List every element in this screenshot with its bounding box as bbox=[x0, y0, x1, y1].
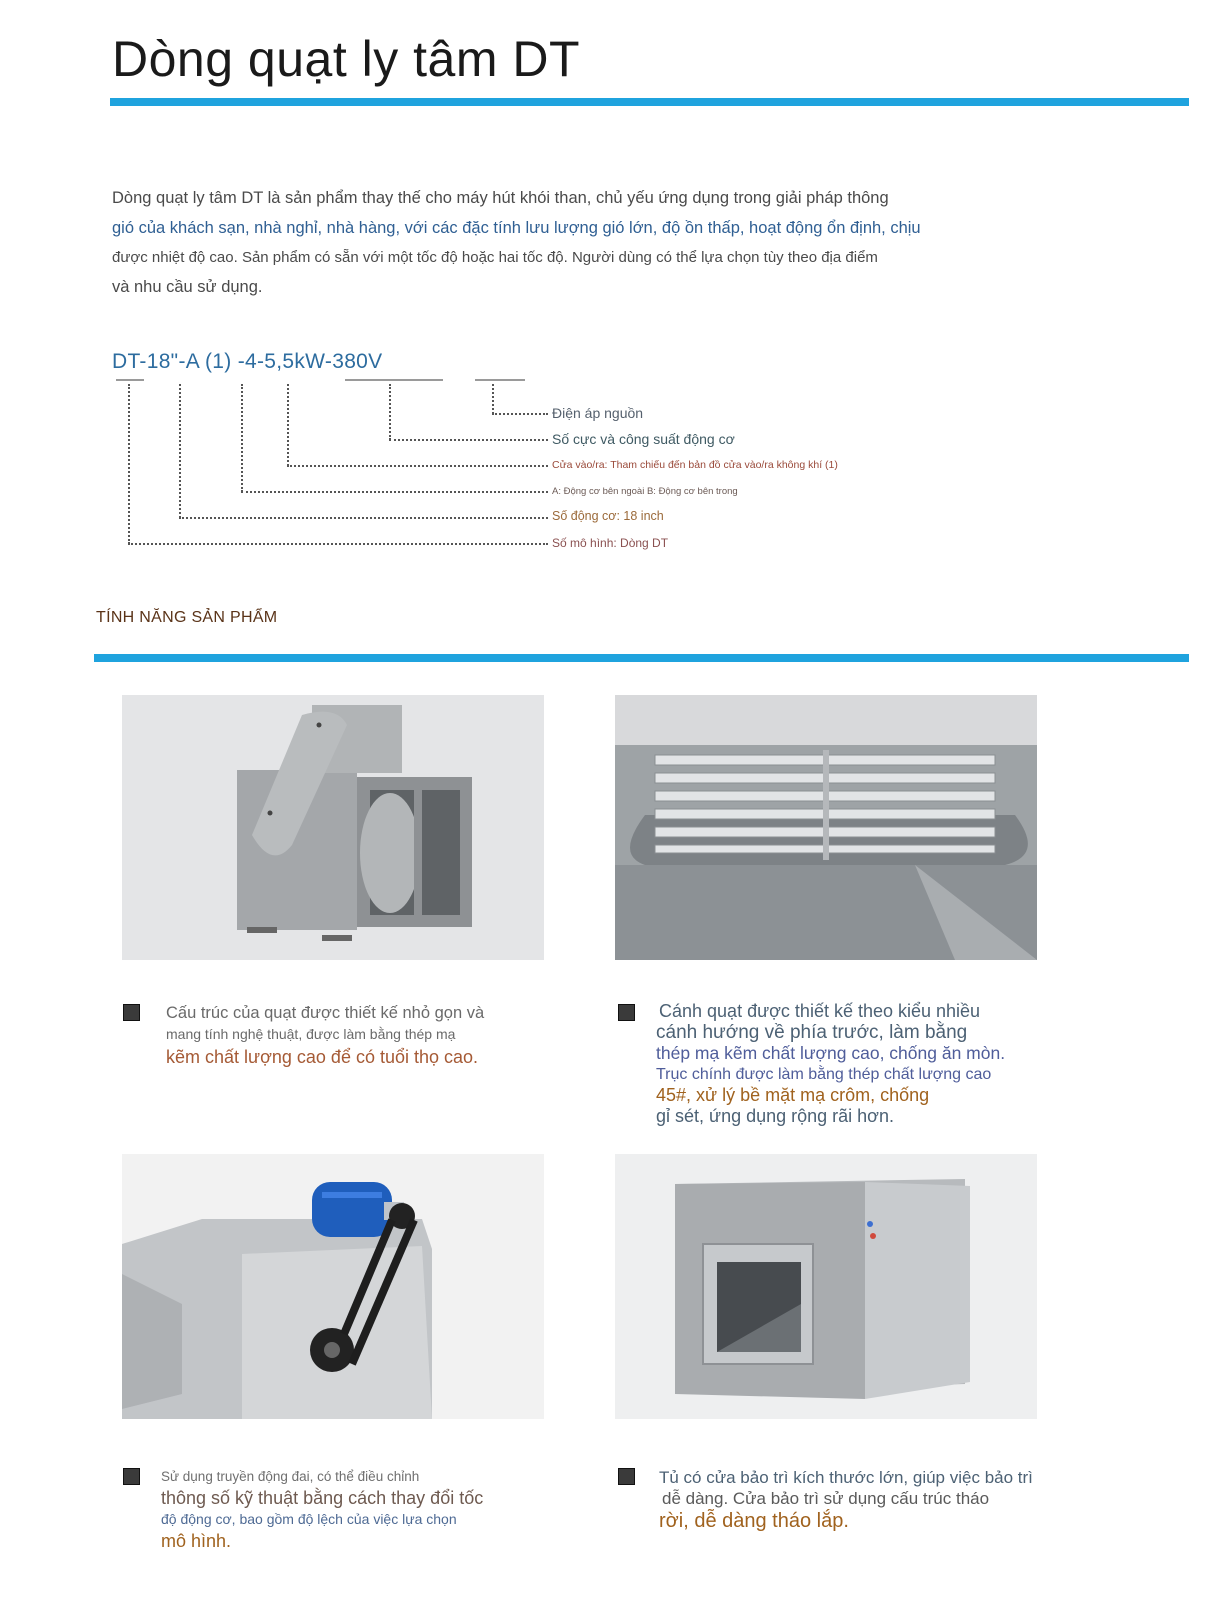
caption-line: thép mạ kẽm chất lượng cao, chống ăn mòn. bbox=[656, 1043, 1006, 1063]
caption-line: gỉ sét, ứng dụng rộng rãi hơn. bbox=[656, 1106, 894, 1126]
intro-line: và nhu cầu sử dụng. bbox=[112, 277, 263, 296]
belt-drive-motor-photo bbox=[122, 1154, 544, 1419]
bullet-icon bbox=[618, 1004, 635, 1021]
caption-line: 45#, xử lý bề mặt mạ crôm, chống bbox=[656, 1085, 930, 1105]
intro-line: được nhiệt độ cao. Sản phẩm có sẵn với một tốc độ hoặc hai tốc độ. Người dùng có thể lựa chọn tùy theo địa điểm bbox=[112, 249, 878, 266]
connector-line bbox=[287, 465, 548, 467]
intro-line: Dòng quạt ly tâm DT là sản phẩm thay thế cho máy hút khói than, chủ yếu ứng dụng trong giải pháp thông bbox=[112, 189, 889, 207]
bullet-icon bbox=[123, 1468, 140, 1485]
feature-caption bbox=[166, 1003, 484, 1069]
caption-line: rời, dễ dàng tháo lắp. bbox=[659, 1510, 849, 1532]
caption-line: kẽm chất lượng cao để có tuổi thọ cao. bbox=[166, 1047, 479, 1067]
feature-caption bbox=[656, 1001, 1005, 1127]
title-divider bbox=[110, 98, 1189, 106]
legend-voltage: Điện áp nguồn bbox=[552, 405, 644, 421]
caption-line: mô hình. bbox=[161, 1531, 232, 1551]
caption-line: cánh hướng về phía trước, làm bằng bbox=[656, 1022, 968, 1043]
caption-line: Cánh quạt được thiết kế theo kiểu nhiều bbox=[659, 1001, 981, 1021]
connector-line bbox=[389, 384, 391, 440]
legend-model-series: Số mô hình: Dòng DT bbox=[552, 536, 669, 550]
legend-poles-power: Số cực và công suất động cơ bbox=[552, 431, 735, 447]
centrifugal-fan-box-photo bbox=[122, 695, 544, 960]
caption-line: Cấu trúc của quạt được thiết kế nhỏ gọn và bbox=[166, 1004, 485, 1022]
legend-motor-position: A: Động cơ bên ngoài B: Động cơ bên trong bbox=[552, 486, 738, 497]
connector-line bbox=[179, 384, 181, 518]
code-underline bbox=[116, 379, 144, 381]
caption-line: Trục chính được làm bằng thép chất lượng cao bbox=[656, 1066, 992, 1083]
fan-impeller-closeup-photo bbox=[615, 695, 1037, 960]
section-divider bbox=[94, 654, 1189, 662]
connector-line bbox=[128, 384, 130, 544]
feature-caption bbox=[161, 1467, 483, 1553]
caption-line: Sử dụng truyền động đai, có thể điều chỉnh bbox=[161, 1469, 420, 1484]
legend-motor-size: Số động cơ: 18 inch bbox=[552, 509, 664, 523]
model-code: DT-18"-A (1) -4-5,5kW-380V bbox=[112, 350, 383, 373]
feature-caption bbox=[659, 1467, 1033, 1534]
caption-line: mang tính nghệ thuật, được làm bằng thép mạ bbox=[166, 1026, 456, 1042]
caption-line: dễ dàng. Cửa bảo trì sử dụng cấu trúc tháo bbox=[662, 1489, 990, 1508]
connector-line bbox=[287, 384, 289, 466]
section-title: TÍNH NĂNG SẢN PHẨM bbox=[96, 609, 278, 626]
connector-line bbox=[492, 413, 548, 415]
connector-line bbox=[241, 384, 243, 492]
connector-line bbox=[179, 517, 548, 519]
legend-inlet-outlet: Cửa vào/ra: Tham chiếu đến bản đồ cửa vào/ra không khí (1) bbox=[552, 459, 838, 471]
cabinet-maintenance-door-photo bbox=[615, 1154, 1037, 1419]
bullet-icon bbox=[123, 1004, 140, 1021]
intro-paragraph bbox=[112, 184, 1032, 302]
connector-line bbox=[389, 439, 548, 441]
connector-line bbox=[241, 491, 548, 493]
caption-line: thông số kỹ thuật bằng cách thay đổi tốc bbox=[161, 1488, 484, 1508]
bullet-icon bbox=[618, 1468, 635, 1485]
page-title: Dòng quạt ly tâm DT bbox=[112, 31, 581, 87]
caption-line: độ động cơ, bao gồm độ lệch của việc lựa chọn bbox=[161, 1511, 457, 1527]
caption-line: Tủ có cửa bảo trì kích thước lớn, giúp việc bảo trì bbox=[659, 1468, 1033, 1487]
intro-line: gió của khách sạn, nhà nghỉ, nhà hàng, với các đặc tính lưu lượng gió lớn, độ ồn thấp, hoạt động ổn định, chịu bbox=[112, 218, 921, 237]
code-underline bbox=[475, 379, 525, 381]
connector-line bbox=[492, 384, 494, 414]
code-underline bbox=[345, 379, 443, 381]
connector-line bbox=[128, 543, 548, 545]
